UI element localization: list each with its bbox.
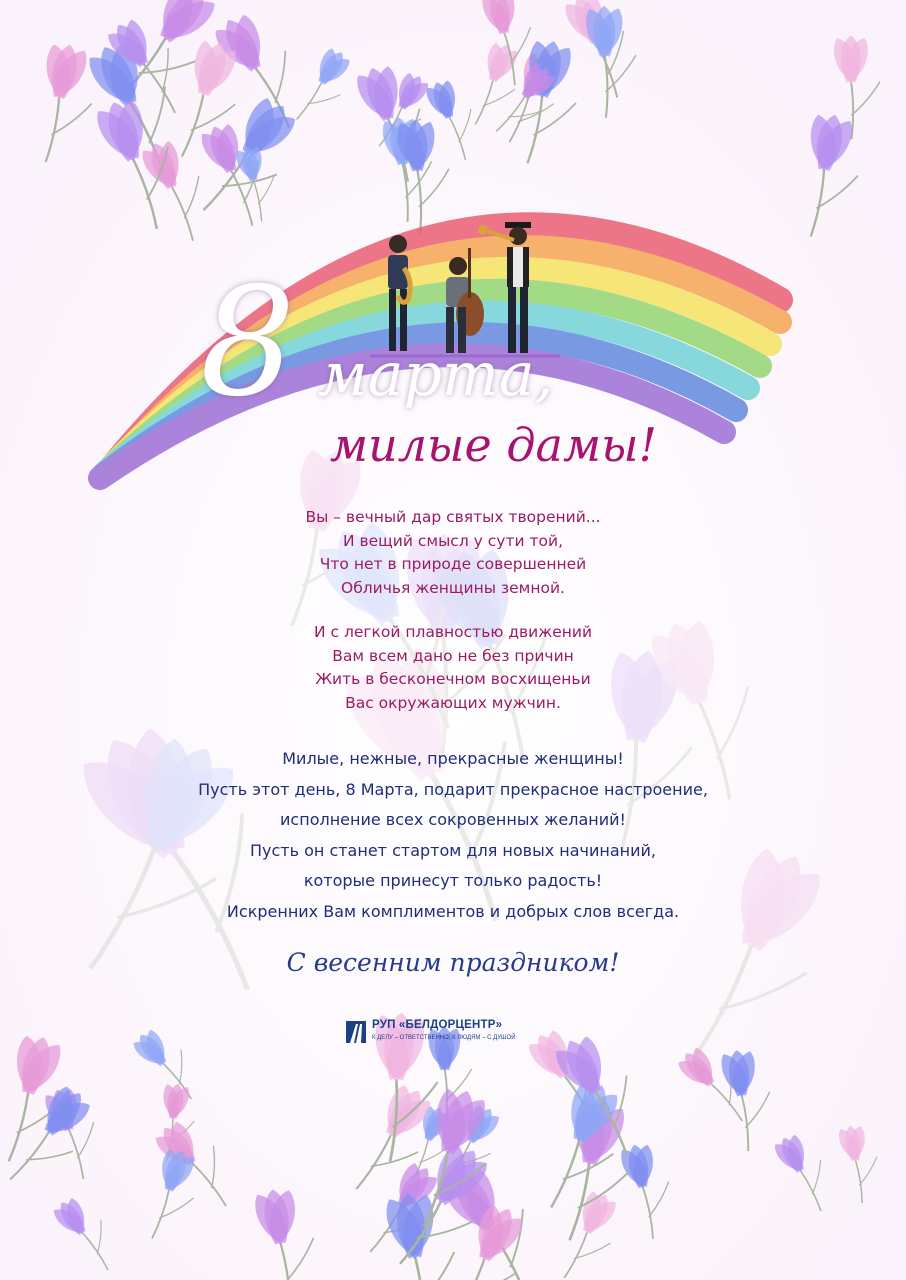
poem-stanza-2 xyxy=(180,621,726,715)
company-logo xyxy=(346,1019,536,1045)
poem-line: Жить в бесконечном восхищеньи xyxy=(315,670,591,688)
poem-line: Вас окружающих мужчин. xyxy=(345,693,561,712)
greeting-line: Пусть он станет стартом для новых начинаний, xyxy=(249,840,657,860)
headline-address: милые дамы! xyxy=(330,418,658,472)
greeting-line: исполнение всех сокровенных желаний! xyxy=(280,810,626,829)
poem-line: И с легкой плавностью движений xyxy=(313,623,593,641)
poem-line: Вам всем дано не без причин xyxy=(332,646,574,665)
headline-number: 8 xyxy=(200,256,296,430)
poem-line: Что нет в природе совершенней xyxy=(319,555,587,573)
greeting-line: Искренних Вам комплиментов и добрых слов всегда. xyxy=(226,901,680,921)
greeting-line: Милые, нежные, прекрасные женщины! xyxy=(282,749,624,768)
road-logo-icon xyxy=(346,1021,366,1043)
greeting-line: которые принесут только радость! xyxy=(303,871,603,890)
poem-line: И вещий смысл у сути той, xyxy=(342,531,563,550)
greeting-line: Пусть этот день, 8 Марта, подарит прекрасное настроение, xyxy=(198,779,708,799)
company-slogan: К ДЕЛУ – ОТВЕТСТВЕННО, К ЛЮДЯМ – С ДУШОЙ xyxy=(372,1035,516,1041)
poem-line: Обличья женщины земной. xyxy=(341,578,565,597)
closing-wish: С весенним праздником! xyxy=(286,948,620,977)
poem-stanza-1 xyxy=(180,506,726,600)
poem xyxy=(180,506,726,736)
greeting-text xyxy=(120,744,786,927)
headline-month: марта, xyxy=(318,340,554,410)
company-name: РУП «БЕЛДОРЦЕНТР» xyxy=(372,1019,503,1031)
headline xyxy=(0,0,906,480)
poem-line: Вы – вечный дар святых творений... xyxy=(305,508,601,526)
